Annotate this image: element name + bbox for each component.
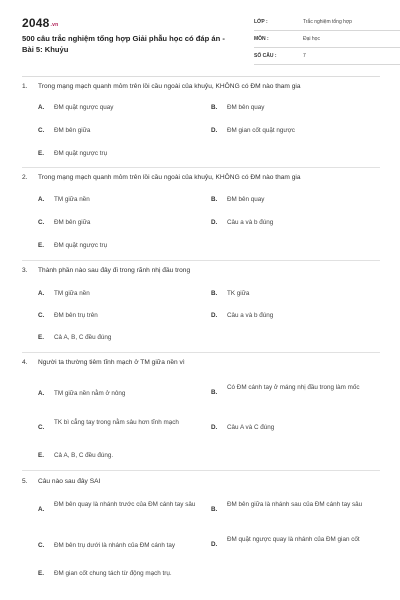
option-text: Câu a và b đúng: [227, 312, 274, 319]
question-number: 1.: [22, 83, 28, 90]
question-divider: [22, 260, 380, 261]
meta-value: Đại học: [303, 36, 320, 42]
option-label: C.: [38, 542, 45, 549]
option-text: ĐM bên quay: [227, 104, 265, 111]
question-stem: [22, 359, 380, 371]
option-label: D.: [211, 219, 218, 226]
document-header: [22, 12, 382, 68]
option-text: TM giữa nền nằm ở nông: [54, 390, 126, 397]
option-text: ĐM bên giữa là nhánh sau của ĐM cánh tay sâu: [227, 501, 363, 508]
option-label: A.: [38, 506, 45, 513]
option-label: A.: [38, 290, 45, 297]
question-text: Trong mạng mạch quanh mỏm trên lồi cầu ngoài của khuỷu, KHÔNG có ĐM nào tham gia: [38, 174, 301, 181]
site-logo[interactable]: [22, 16, 58, 30]
question-4: [22, 359, 380, 467]
logo-domain: .vn: [50, 22, 59, 28]
option-text: TK giữa: [227, 290, 250, 297]
meta-value: Trắc nghiệm tổng hợp: [303, 19, 352, 25]
document-meta: [254, 16, 400, 67]
header-divider: [22, 76, 380, 77]
question-2: [22, 174, 380, 254]
question-text: Trong mạng mạch quanh mỏm trên lồi cầu ngoài của khuỷu, KHÔNG có ĐM nào tham gia: [38, 83, 301, 90]
option-text: ĐM bên trụ dưới là nhánh của ĐM cánh tay: [54, 542, 176, 549]
meta-key: MÔN :: [254, 36, 269, 42]
option-text: Có ĐM cánh tay ở máng nhị đầu trong làm mốc: [227, 384, 360, 391]
question-3: [22, 267, 380, 347]
option-label: C.: [38, 312, 45, 319]
option-label: B.: [211, 196, 218, 203]
option-label: C.: [38, 424, 45, 431]
option-label: B.: [211, 506, 218, 513]
meta-key: SỐ CÂU :: [254, 53, 277, 59]
option-label: E.: [38, 334, 44, 341]
option-label: E.: [38, 452, 44, 459]
option-label: C.: [38, 219, 45, 226]
logo-main: 2048: [22, 16, 50, 30]
option-text: ĐM bên quay là nhánh trước của ĐM cánh tay sâu: [54, 501, 196, 508]
option-label: A.: [38, 104, 45, 111]
meta-row-count: [254, 50, 400, 65]
option-label: E.: [38, 570, 44, 577]
option-text: Cả A, B, C đều đúng.: [54, 452, 114, 459]
meta-row-class: [254, 16, 400, 31]
option-label: D.: [211, 127, 218, 134]
option-text: ĐM quặt ngược trụ: [54, 242, 108, 249]
question-stem: [22, 83, 380, 95]
question-stem: [22, 174, 380, 186]
option-label: D.: [211, 424, 218, 431]
question-divider: [22, 167, 380, 168]
option-text: Cả A, B, C đều đúng: [54, 334, 112, 341]
option-text: Câu A và C đúng: [227, 424, 275, 431]
question-text: Thành phần nào sau đây đi trong rãnh nhị đầu trong: [38, 267, 191, 274]
option-text: Câu a và b đúng: [227, 219, 274, 226]
question-number: 5.: [22, 478, 28, 485]
option-label: A.: [38, 390, 45, 397]
option-text: ĐM bên quay: [227, 196, 265, 203]
option-text: ĐM bên giữa: [54, 127, 91, 134]
option-label: B.: [211, 389, 218, 396]
option-text: ĐM quặt ngược quay: [54, 104, 114, 111]
meta-row-subject: [254, 33, 400, 48]
question-divider: [22, 470, 380, 471]
question-5: [22, 478, 380, 586]
option-text: TM giữa nền: [54, 196, 90, 203]
question-stem: [22, 478, 380, 490]
option-label: C.: [38, 127, 45, 134]
question-1: [22, 83, 380, 163]
option-label: E.: [38, 242, 44, 249]
question-text: Câu nào sau đây SAI: [38, 478, 101, 485]
option-text: ĐM gian cốt quặt ngược: [227, 127, 295, 134]
option-label: B.: [211, 104, 218, 111]
option-text: ĐM quặt ngược quay là nhánh của ĐM gian cốt: [227, 536, 360, 543]
question-divider: [22, 352, 380, 353]
option-text: ĐM quặt ngược trụ: [54, 150, 108, 157]
option-text: ĐM bên giữa: [54, 219, 91, 226]
document-title: 500 câu trắc nghiệm tổng hợp Giải phẫu học có đáp án - Bài 5: Khuỷu: [22, 34, 225, 54]
option-text: ĐM gian cốt chung tách từ động mạch trụ.: [54, 570, 172, 577]
option-label: D.: [211, 312, 218, 319]
question-stem: [22, 267, 380, 279]
meta-key: LỚP :: [254, 19, 268, 25]
option-text: ĐM bên trụ trên: [54, 312, 98, 319]
option-label: D.: [211, 541, 218, 548]
option-label: B.: [211, 290, 218, 297]
question-number: 3.: [22, 267, 28, 274]
option-text: TM giữa nền: [54, 290, 90, 297]
option-text: TK bì cẳng tay trong nằm sâu hơn tĩnh mạch: [54, 419, 179, 426]
option-label: E.: [38, 150, 44, 157]
option-label: A.: [38, 196, 45, 203]
meta-value: 7: [303, 53, 306, 59]
question-text: Người ta thường tiêm tĩnh mạch ở TM giữa nền vì: [38, 359, 185, 366]
question-number: 2.: [22, 174, 28, 181]
question-number: 4.: [22, 359, 28, 366]
